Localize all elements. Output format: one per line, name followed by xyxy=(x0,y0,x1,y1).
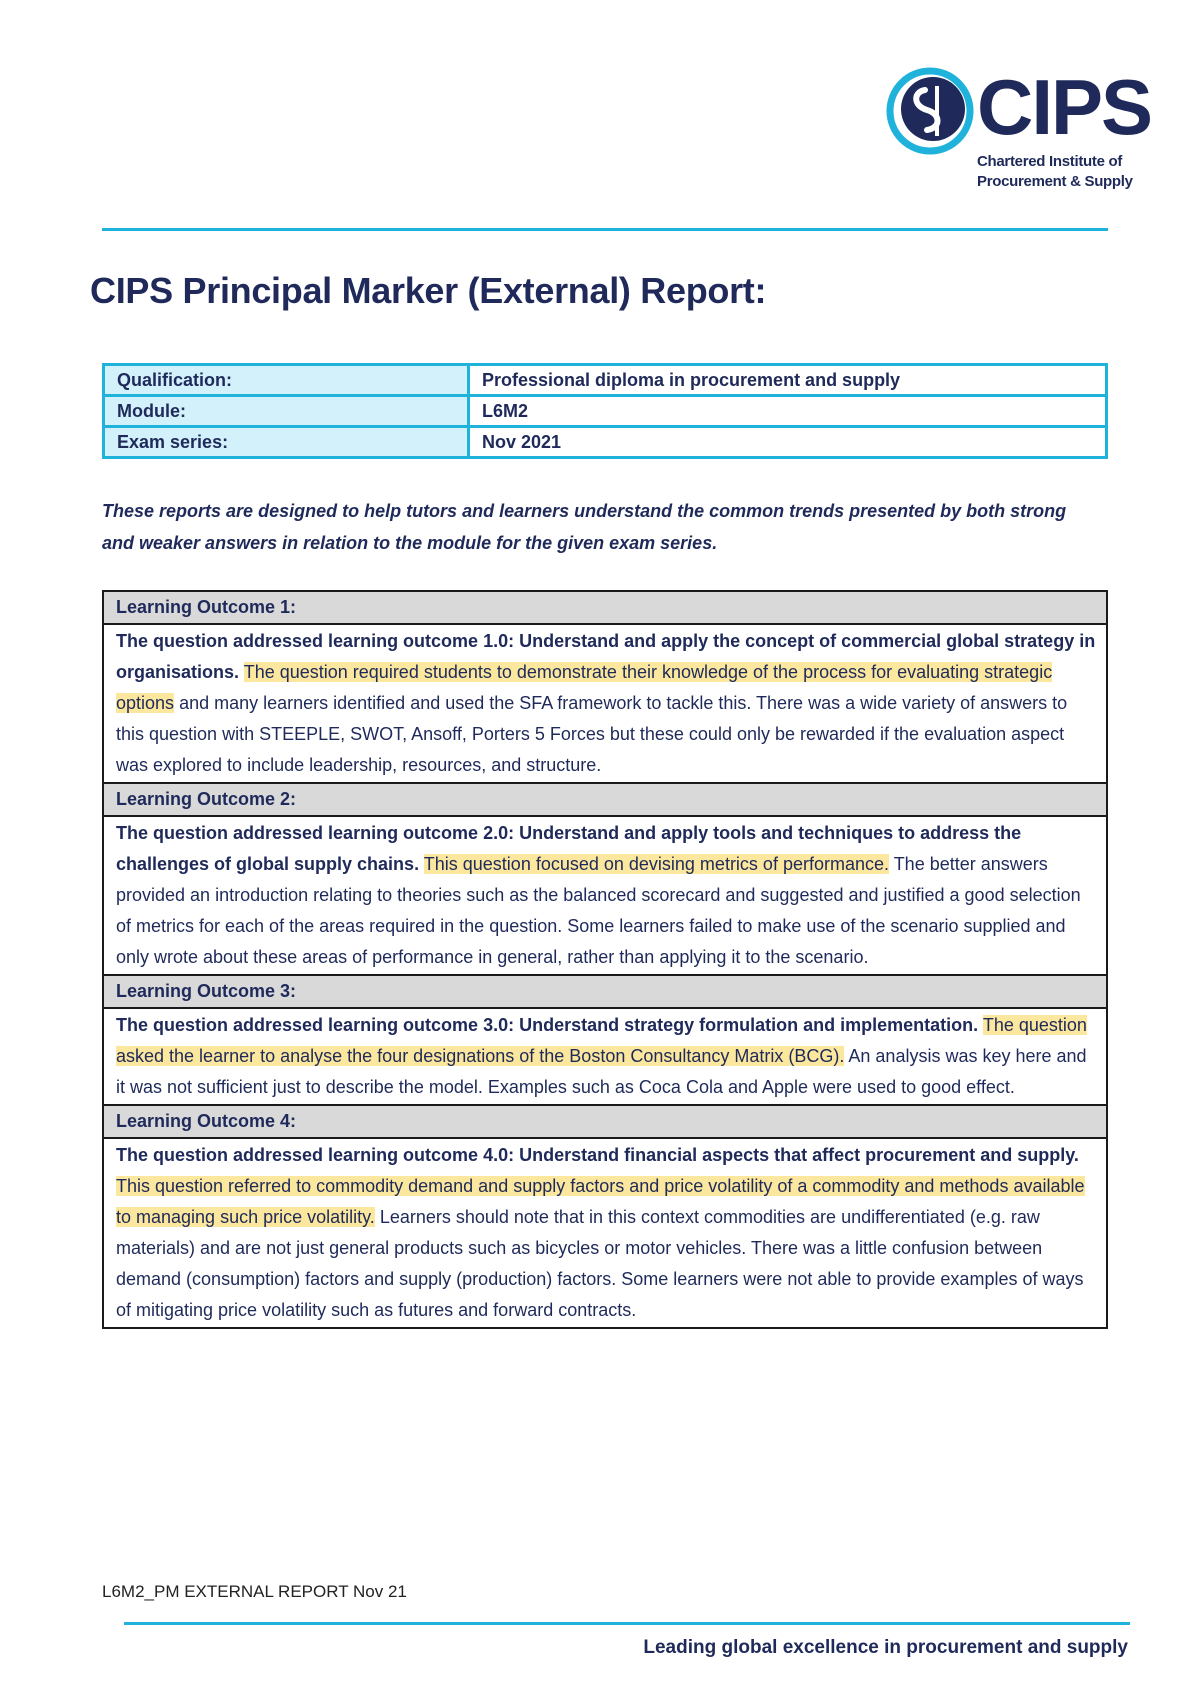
outcome-commentary: The better answers provided an introduction relating to theories such as the balanced scorecard and suggested and justified a good selection of metrics for each of the areas required in the question. Some learners failed to make use of the scenario supplied and only wrote about these areas of performance in general, rather than applying it to the scenario. xyxy=(116,854,1081,967)
cips-logo xyxy=(885,63,1152,196)
outcome-heading-4: Learning Outcome 4: xyxy=(103,1105,1107,1138)
footer-tagline: Leading global excellence in procurement and supply xyxy=(643,1637,1128,1658)
meta-row-qualification xyxy=(104,365,1107,396)
outcome-statement: The question addressed learning outcome 4.0: Understand financial aspects that affect procurement and supply. xyxy=(116,1145,1079,1165)
meta-row-module xyxy=(104,396,1107,427)
learning-outcomes-table xyxy=(102,590,1108,1329)
logo-wordmark: CIPS xyxy=(977,63,1152,151)
page-title: CIPS Principal Marker (External) Report: xyxy=(90,270,767,311)
logo-subtitle: Chartered Institute of Procurement & Supply xyxy=(977,153,1133,190)
meta-label: Qualification: xyxy=(104,365,469,396)
meta-label: Exam series: xyxy=(104,427,469,458)
outcome-commentary: An analysis was key here and it was not sufficient just to describe the model. Examples such as Coca Cola and Apple were used to good effect. xyxy=(116,1046,1087,1097)
highlighted-text: The question asked the learner to analyse the four designations of the Boston Consultancy Matrix (BCG). xyxy=(116,1015,1087,1066)
footer-reference: L6M2_PM EXTERNAL REPORT Nov 21 xyxy=(102,1582,407,1601)
outcome-body-1 xyxy=(103,624,1107,783)
bottom-divider xyxy=(124,1622,1130,1625)
outcome-body-4 xyxy=(103,1138,1107,1328)
meta-value: Nov 2021 xyxy=(469,427,1107,458)
report-meta-table xyxy=(102,363,1108,459)
meta-value: L6M2 xyxy=(469,396,1107,427)
outcome-heading-1: Learning Outcome 1: xyxy=(103,591,1107,624)
highlighted-text: The question required students to demonstrate their knowledge of the process for evaluating strategic options xyxy=(116,662,1053,713)
meta-value: Professional diploma in procurement and supply xyxy=(469,365,1107,396)
outcome-statement: The question addressed learning outcome 2.0: Understand and apply tools and techniques to address the challenges of global supply chains. xyxy=(116,823,1022,874)
meta-row-exam-series xyxy=(104,427,1107,458)
outcome-body-2 xyxy=(103,816,1107,975)
outcome-commentary: and many learners identified and used the SFA framework to tackle this. There was a wide variety of answers to this question with STEEPLE, SWOT, Ansoff, Porters 5 Forces but these could only be rewarded if the evaluation aspect was explored to include leadership, resources, and structure. xyxy=(116,693,1068,775)
highlighted-text: This question referred to commodity demand and supply factors and price volatility of a commodity and methods available to managing such price volatility. xyxy=(116,1176,1085,1227)
cips-emblem-icon xyxy=(885,66,975,156)
intro-text: These reports are designed to help tutors and learners understand the common trends presented by both strong and weaker answers in relation to the module for the given exam series. xyxy=(102,501,1067,553)
outcome-body-3 xyxy=(103,1008,1107,1105)
outcome-statement: The question addressed learning outcome 1.0: Understand and apply the concept of commercial global strategy in organisations. xyxy=(116,631,1096,682)
outcome-statement: The question addressed learning outcome 3.0: Understand strategy formulation and implementation. xyxy=(116,1015,979,1035)
outcome-heading-2: Learning Outcome 2: xyxy=(103,783,1107,816)
outcome-heading-3: Learning Outcome 3: xyxy=(103,975,1107,1008)
top-divider xyxy=(102,228,1108,231)
meta-label: Module: xyxy=(104,396,469,427)
highlighted-text: This question focused on devising metrics of performance. xyxy=(423,854,889,874)
outcome-commentary: Learners should note that in this context commodities are undifferentiated (e.g. raw materials) and are not just general products such as bicycles or motor vehicles. There was a little confusion between demand (consumption) factors and supply (production) factors. Some learners were not able to provide examples of ways of mitigating price volatility such as futures and forward contracts. xyxy=(116,1207,1084,1320)
